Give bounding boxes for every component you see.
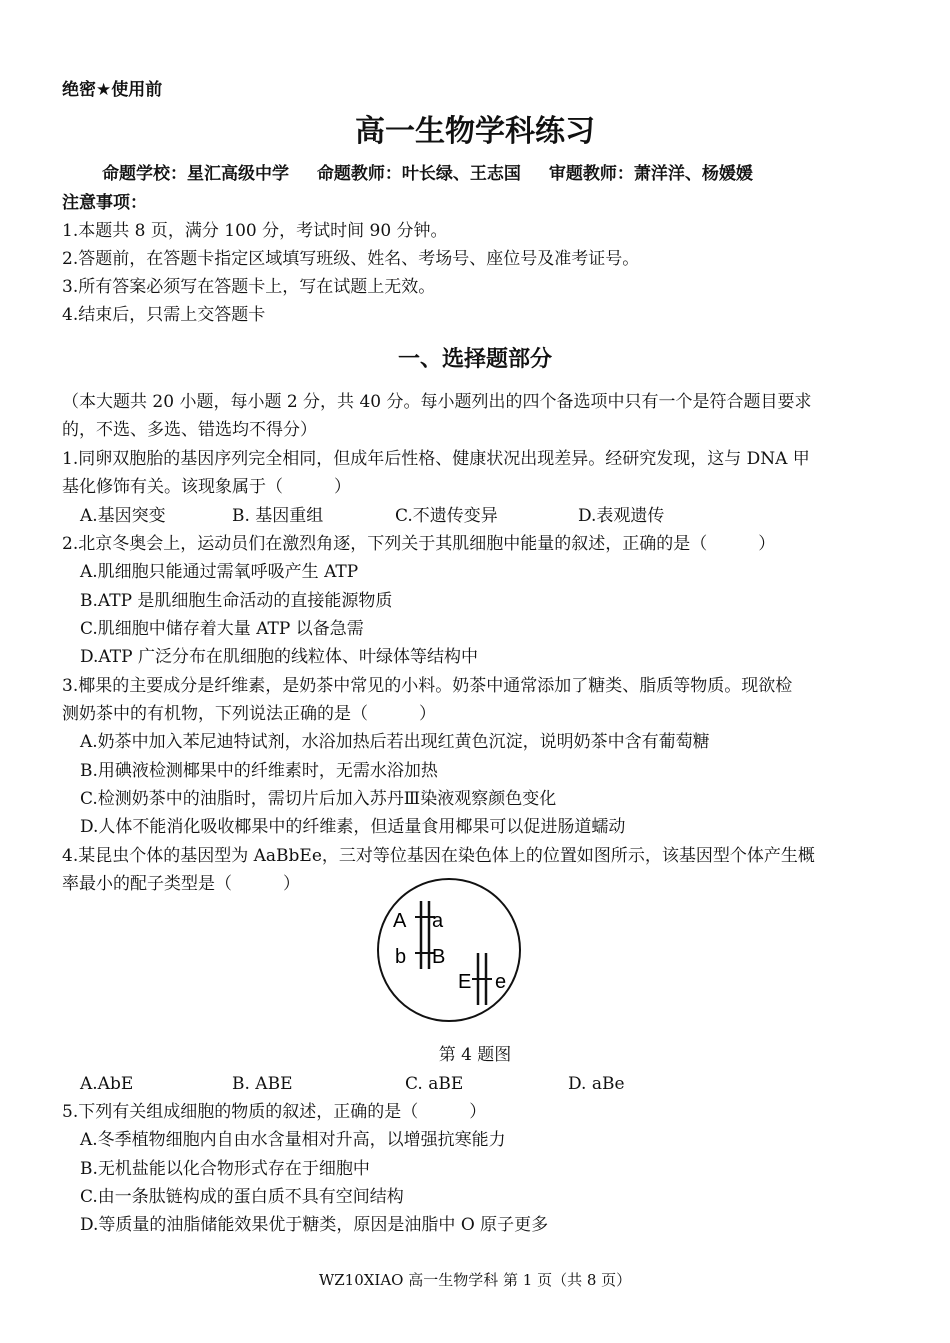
option-b: B.ATP 是肌细胞生命活动的直接能源物质 (80, 591, 393, 611)
note-item: 3.所有答案必须写在答题卡上，写在试题上无效。 (62, 277, 436, 297)
option-c: C.检测奶茶中的油脂时，需切片后加入苏丹Ⅲ染液观察颜色变化 (80, 789, 557, 809)
option-b: B.无机盐能以化合物形式存在于细胞中 (80, 1159, 370, 1179)
option-a: A.AbE (80, 1074, 134, 1094)
section-intro: （本大题共 20 小题，每小题 2 分，共 40 分。每小题列出的四个备选项中只有一个是符合题目要求 (62, 392, 812, 412)
school-label: 命题学校：星汇高级中学 (102, 164, 289, 184)
question-stem: 3.椰果的主要成分是纤维素，是奶茶中常见的小料。奶茶中通常添加了糖类、脂质等物质。现欲检 (62, 676, 793, 696)
allele-label: e (495, 971, 507, 993)
question-stem: 4.某昆虫个体的基因型为 AaBbEe，三对等位基因在染色体上的位置如图所示，该基因型个体产生概 (62, 846, 815, 866)
figure-caption: 第 4 题图 (438, 1045, 512, 1065)
option-c: C.肌细胞中储存着大量 ATP 以备急需 (80, 619, 364, 639)
question-stem: 率最小的配子类型是（ ） (62, 874, 300, 894)
allele-label: a (432, 910, 444, 932)
option-d: D.等质量的油脂储能效果优于糖类，原因是油脂中 O 原子更多 (80, 1215, 549, 1235)
option-a: A.冬季植物细胞内自由水含量相对升高，以增强抗寒能力 (80, 1130, 506, 1150)
allele-label: b (395, 946, 407, 968)
page-footer: WZ10XIAO 高一生物学科 第 1 页（共 8 页） (318, 1271, 632, 1289)
option-d: D. aBe (568, 1074, 625, 1094)
secret-label: 绝密★使用前 (62, 80, 163, 100)
note-item: 4.结束后，只需上交答题卡 (62, 305, 266, 325)
author-info (102, 163, 775, 185)
chromosome-diagram (374, 875, 524, 1025)
allele-label: E (458, 971, 472, 993)
section-intro: 的，不选、多选、错选均不得分） (62, 420, 317, 440)
option-a: A.基因突变 (80, 506, 166, 526)
option-b: B. 基因重组 (232, 506, 324, 526)
reviewer-label: 审题教师：萧洋洋、杨媛媛 (548, 164, 753, 184)
section-title: 一、选择题部分 (397, 347, 552, 372)
option-c: C. aBE (405, 1074, 464, 1094)
option-b: B.用碘液检测椰果中的纤维素时，无需水浴加热 (80, 761, 438, 781)
note-item: 1.本题共 8 页，满分 100 分，考试时间 90 分钟。 (62, 221, 448, 241)
page-title: 高一生物学科练习 (355, 114, 595, 149)
option-d: D.表观遗传 (578, 506, 665, 526)
question-stem: 5.下列有关组成细胞的物质的叙述，正确的是（ ） (62, 1102, 487, 1122)
option-a: A.肌细胞只能通过需氧呼吸产生 ATP (80, 562, 359, 582)
option-c: C.由一条肽链构成的蛋白质不具有空间结构 (80, 1187, 404, 1207)
question-stem: 基化修饰有关。该现象属于（ ） (62, 477, 351, 497)
allele-label: A (393, 910, 407, 932)
option-b: B. ABE (232, 1074, 293, 1094)
notes-heading: 注意事项： (62, 193, 147, 213)
author-label: 命题教师：叶长绿、王志国 (316, 164, 521, 184)
question-stem: 测奶茶中的有机物，下列说法正确的是（ ） (62, 704, 436, 724)
note-item: 2.答题前，在答题卡指定区域填写班级、姓名、考场号、座位号及准考证号。 (62, 249, 640, 269)
question-stem: 2.北京冬奥会上，运动员们在激烈角逐，下列关于其肌细胞中能量的叙述，正确的是（ ） (62, 534, 776, 554)
option-c: C.不遗传变异 (395, 506, 498, 526)
question-stem: 1.同卵双胞胎的基因序列完全相同，但成年后性格、健康状况出现差异。经研究发现，这与 DNA 甲 (62, 449, 810, 469)
allele-label: B (432, 946, 446, 968)
option-d: D.ATP 广泛分布在肌细胞的线粒体、叶绿体等结构中 (80, 647, 478, 667)
option-d: D.人体不能消化吸收椰果中的纤维素，但适量食用椰果可以促进肠道蠕动 (80, 817, 626, 837)
option-a: A.奶茶中加入苯尼迪特试剂，水浴加热后若出现红黄色沉淀，说明奶茶中含有葡萄糖 (80, 732, 710, 752)
